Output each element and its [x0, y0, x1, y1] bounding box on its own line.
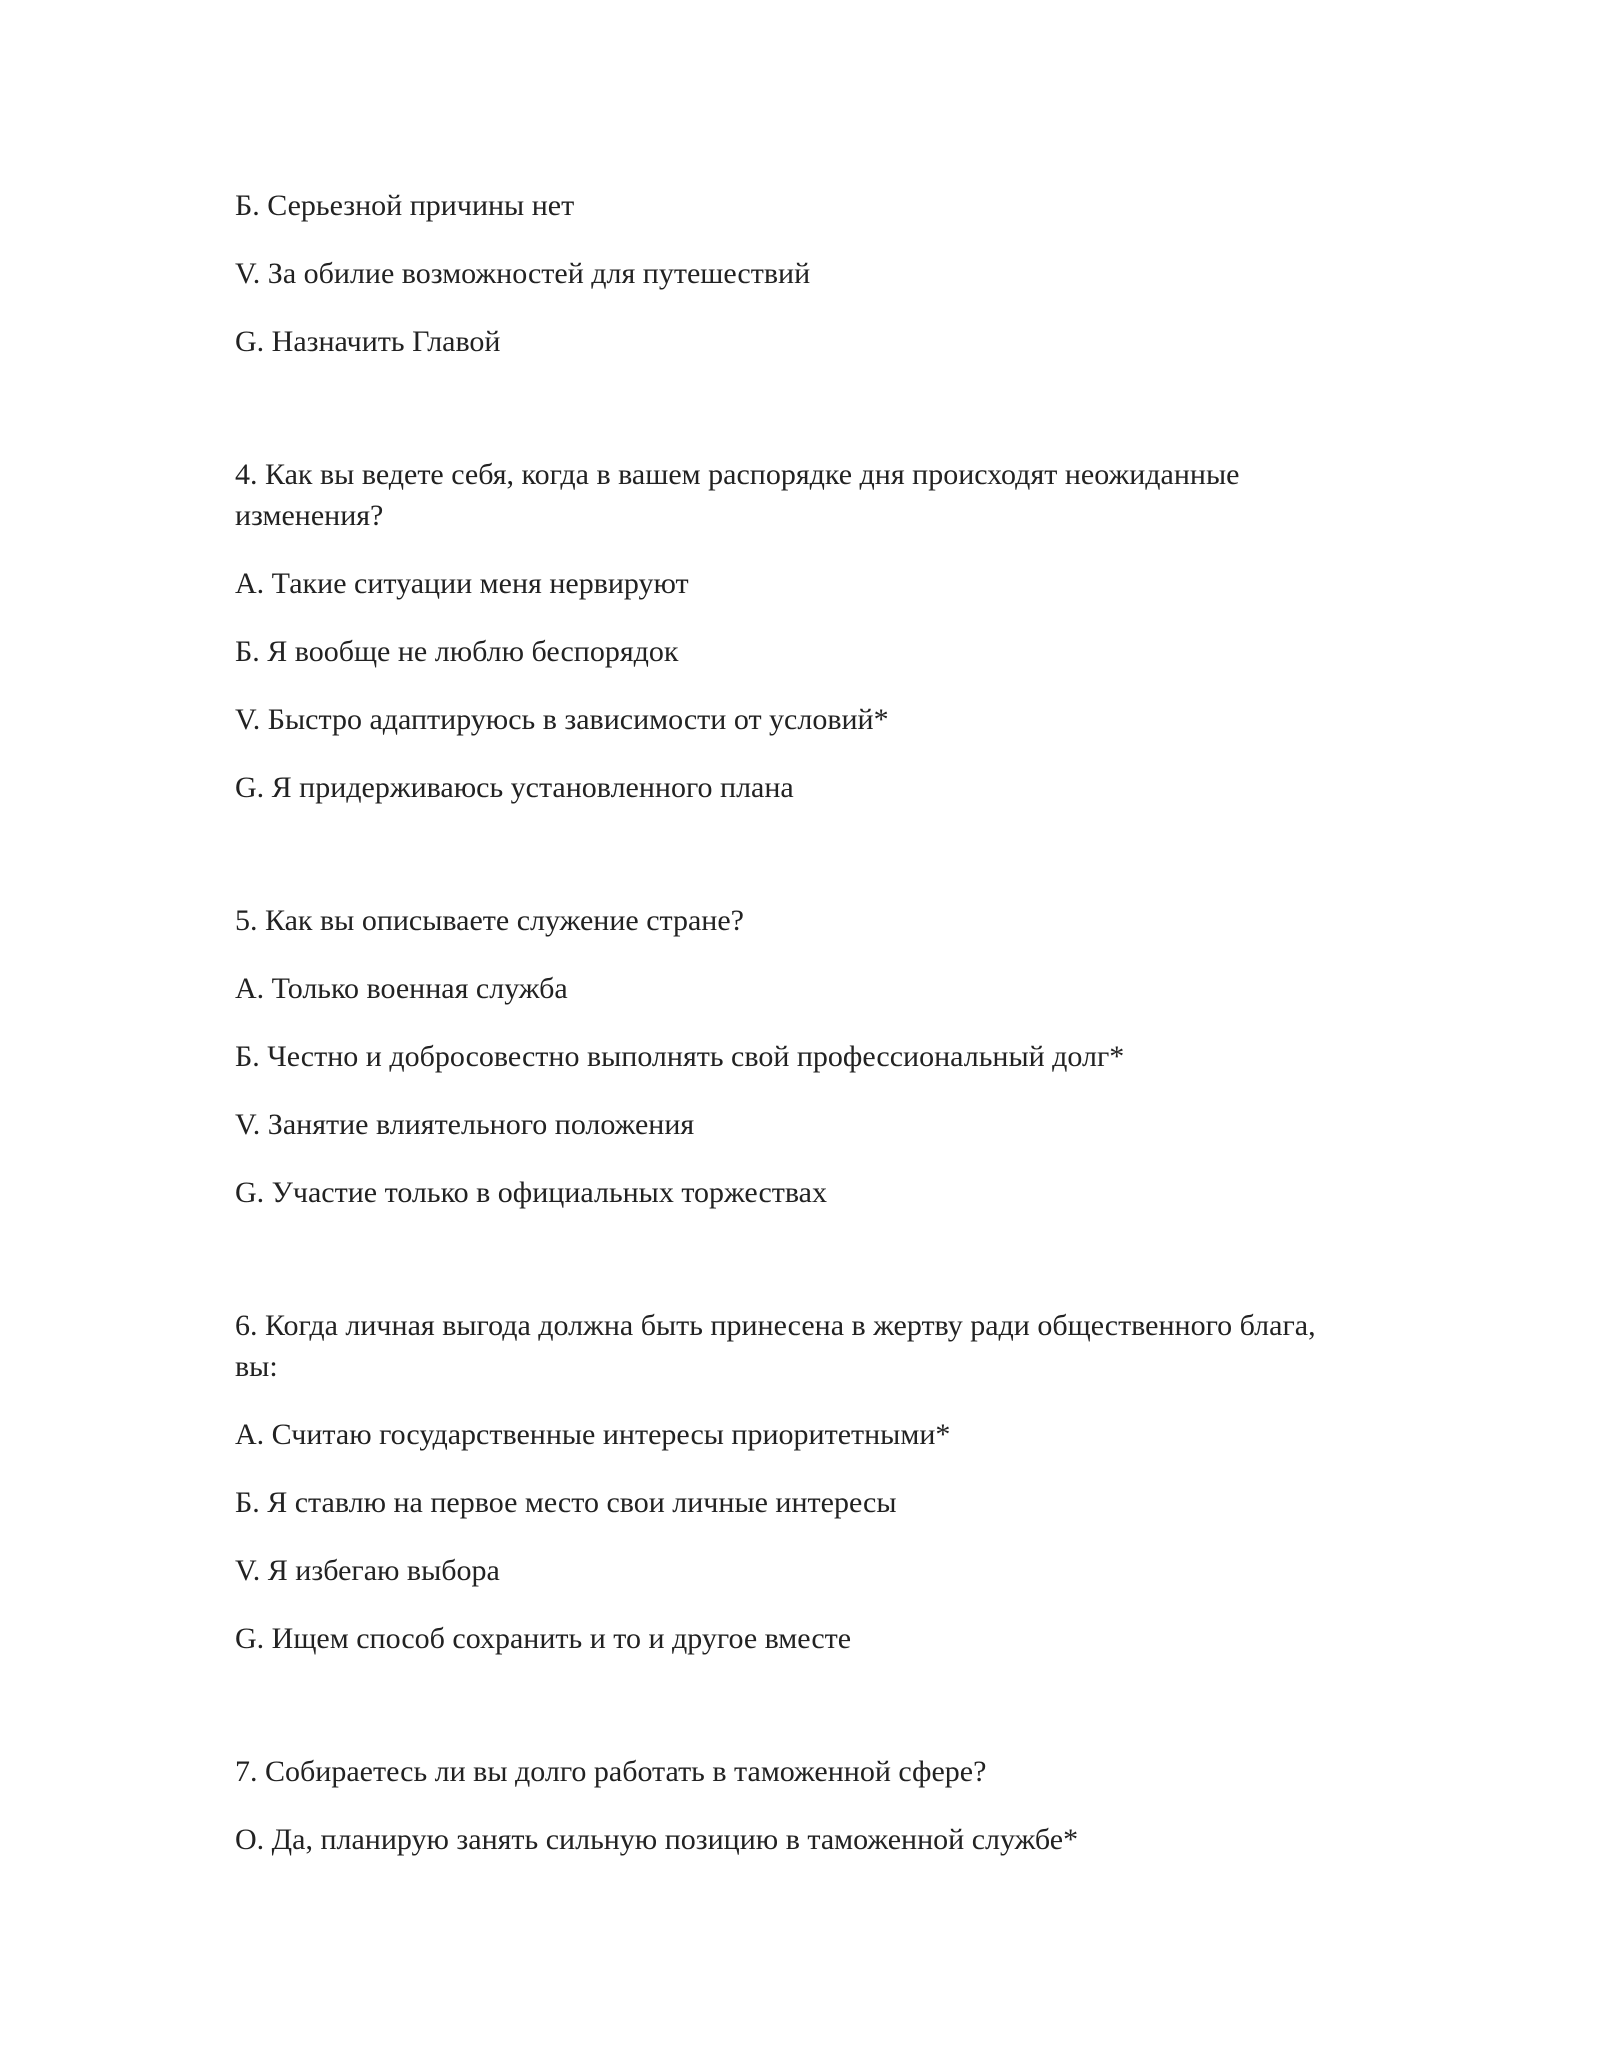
question-text: 7. Собираетесь ли вы долго работать в таможенной сфере?: [235, 1755, 987, 1788]
spacer: [235, 1686, 1365, 1751]
question-text: 4. Как вы ведете себя, когда в вашем распорядке дня происходят неожиданные изменения?: [235, 458, 1240, 532]
question-block-6: [235, 1305, 1365, 1659]
answer-option: Б. Я вообще не люблю беспорядок: [235, 635, 679, 668]
answer-option: V. За обилие возможностей для путешествий: [235, 257, 811, 290]
questionnaire: [235, 185, 1365, 1887]
answer-option: V. Я избегаю выбора: [235, 1554, 500, 1587]
answer-option: O. Да, планирую занять сильную позицию в таможенной службе*: [235, 1823, 1079, 1856]
answer-option: Б. Серьезной причины нет: [235, 189, 575, 222]
answer-option: A. Только военная служба: [235, 972, 568, 1005]
answer-option: Б. Я ставлю на первое место свои личные интересы: [235, 1486, 897, 1519]
spacer: [235, 835, 1365, 900]
answer-option: Б. Честно и добросовестно выполнять свой профессиональный долг*: [235, 1040, 1125, 1073]
answer-option: G. Я придерживаюсь установленного плана: [235, 771, 794, 804]
spacer: [235, 389, 1365, 454]
answer-option: A. Такие ситуации меня нервируют: [235, 567, 689, 600]
question-block-4: [235, 454, 1365, 808]
question-text: 6. Когда личная выгода должна быть принесена в жертву ради общественного блага, вы:: [235, 1309, 1316, 1383]
answer-option: V. Быстро адаптируюсь в зависимости от условий*: [235, 703, 889, 736]
answer-option: G. Ищем способ сохранить и то и другое вместе: [235, 1622, 852, 1655]
spacer: [235, 1240, 1365, 1305]
question-text: 5. Как вы описываете служение стране?: [235, 904, 744, 937]
answer-option: A. Считаю государственные интересы приоритетными*: [235, 1418, 951, 1451]
answer-option: G. Участие только в официальных торжествах: [235, 1176, 827, 1209]
answer-option: G. Назначить Главой: [235, 325, 501, 358]
question-block-3-continued: [235, 185, 1365, 362]
question-block-5: [235, 900, 1365, 1213]
answer-option: V. Занятие влиятельного положения: [235, 1108, 695, 1141]
question-block-7: [235, 1751, 1365, 1860]
